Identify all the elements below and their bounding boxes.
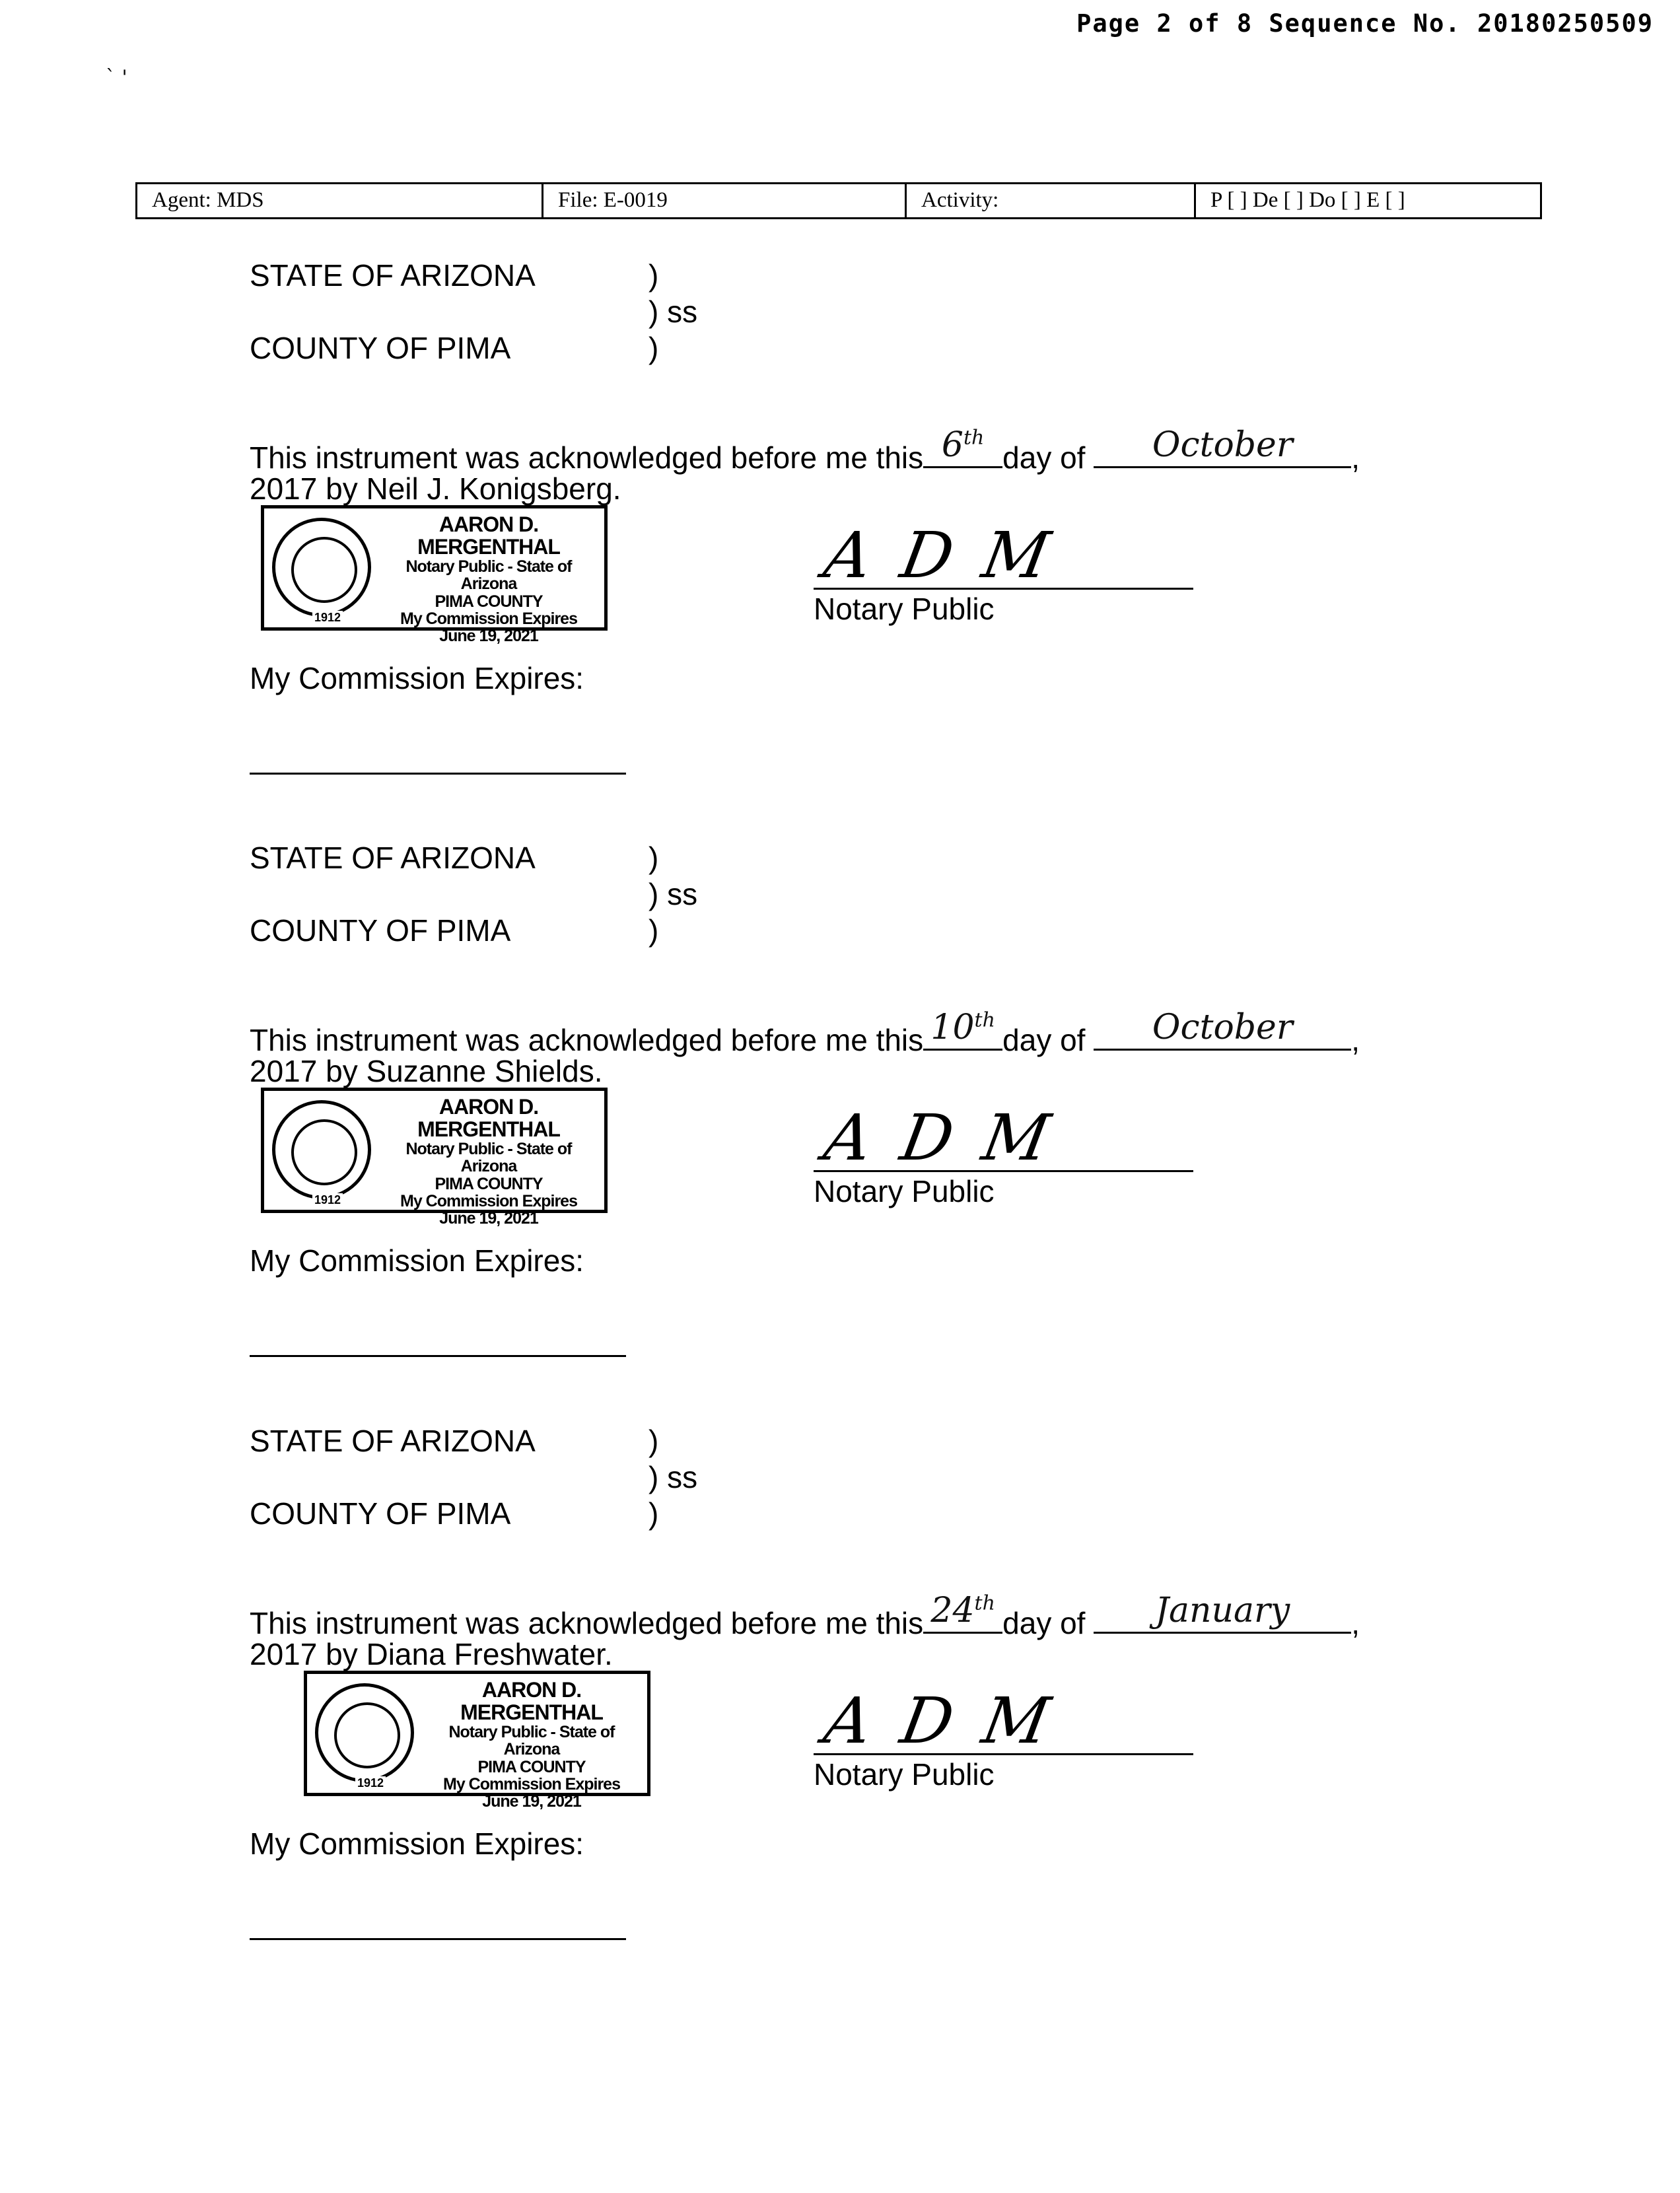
handwritten-day (923, 1008, 1002, 1047)
day-suffix: th (974, 1591, 995, 1615)
year-signer-line: 2017 by Diana Freshwater. (250, 1637, 613, 1671)
stamp-line: My Commission Expires (400, 609, 577, 628)
county-label: COUNTY OF PIMA (250, 1496, 511, 1531)
county-label: COUNTY OF PIMA (250, 913, 511, 948)
signature-line (814, 1170, 1193, 1172)
day-value: 10 (930, 1008, 975, 1047)
day-blank (923, 425, 1002, 468)
scan-marks: ` ' (106, 66, 127, 89)
notary-block (0, 1423, 1680, 2004)
stamp-line: June 19, 2021 (482, 1792, 581, 1811)
state-label: STATE OF ARIZONA (250, 841, 536, 875)
stamp-line: My Commission Expires (400, 1191, 577, 1210)
year-signer-line: 2017 by Neil J. Konigsberg. (250, 471, 621, 506)
handwritten-month: October (1152, 425, 1293, 465)
handwritten-signature: A D M (819, 518, 1061, 592)
state-seal-icon (272, 518, 371, 624)
handwritten-day (923, 1591, 1002, 1630)
comma: , (1351, 440, 1360, 475)
notary-public-label: Notary Public (814, 1757, 995, 1792)
signature-line (814, 1753, 1193, 1755)
expiration-line (250, 773, 626, 775)
expiration-line (250, 1355, 626, 1357)
seal-year: 1912 (312, 611, 343, 625)
day-suffix: th (963, 426, 985, 450)
stamp-line: My Commission Expires (443, 1774, 620, 1793)
acknowledgment-line (250, 425, 1360, 475)
seal-year: 1912 (312, 1193, 343, 1207)
notary-public-label: Notary Public (814, 1174, 995, 1208)
day-value: 24 (930, 1591, 975, 1630)
signature-line (814, 588, 1193, 590)
stamp-name: AARON D. MERGENTHAL (460, 1678, 603, 1724)
day-of-label: day of (1002, 1023, 1086, 1057)
stamp-name: AARON D. MERGENTHAL (417, 1095, 560, 1141)
state-seal-icon (315, 1683, 414, 1790)
month-blank (1094, 1591, 1351, 1634)
stamp-line: June 19, 2021 (439, 1209, 538, 1228)
day-of-label: day of (1002, 440, 1086, 475)
commission-expires-label: My Commission Expires: (250, 661, 584, 695)
state-label: STATE OF ARIZONA (250, 258, 536, 293)
ss-label: ) ss (648, 1460, 698, 1494)
county-label: COUNTY OF PIMA (250, 331, 511, 365)
day-blank (923, 1008, 1002, 1051)
codes-cell: P [ ] De [ ] Do [ ] E [ ] (1210, 188, 1405, 212)
stamp-line: Notary Public - State of Arizona (405, 557, 572, 594)
ss-label: ) ss (648, 295, 698, 329)
comma: , (1351, 1606, 1360, 1640)
agent-cell: Agent: MDS (137, 184, 543, 217)
day-blank (923, 1591, 1002, 1634)
stamp-text (376, 514, 601, 644)
handwritten-signature: A D M (819, 1684, 1061, 1758)
state-seal-icon (272, 1100, 371, 1206)
ack-prefix: This instrument was acknowledged before me this (250, 1023, 924, 1057)
ack-prefix: This instrument was acknowledged before me this (250, 440, 924, 475)
paren: ) (648, 1424, 659, 1458)
activity-cell: Activity: (907, 184, 1196, 217)
ack-prefix: This instrument was acknowledged before me this (250, 1606, 924, 1640)
state-label: STATE OF ARIZONA (250, 1424, 536, 1458)
day-of-label: day of (1002, 1606, 1086, 1640)
file-cell: File: E-0019 (543, 184, 907, 217)
comma: , (1351, 1023, 1360, 1057)
agent-table (135, 182, 1542, 219)
day-suffix: th (974, 1008, 995, 1032)
paren: ) (648, 331, 659, 365)
notary-stamp (261, 505, 608, 646)
notary-public-label: Notary Public (814, 592, 995, 626)
paren: ) (648, 258, 659, 293)
stamp-line: PIMA COUNTY (477, 1757, 586, 1776)
stamp-text (376, 1096, 601, 1227)
page-sequence-header: Page 2 of 8 Sequence No. 20180250509 (1076, 9, 1654, 38)
notary-stamp (261, 1088, 608, 1228)
stamp-line: Notary Public - State of Arizona (405, 1140, 572, 1176)
stamp-line: June 19, 2021 (439, 627, 538, 646)
handwritten-signature: A D M (819, 1101, 1061, 1175)
ss-label: ) ss (648, 877, 698, 911)
month-blank (1094, 425, 1351, 468)
stamp-text (419, 1679, 644, 1810)
stamp-line: PIMA COUNTY (435, 592, 543, 611)
seal-year: 1912 (355, 1776, 386, 1790)
handwritten-month: January (1155, 1591, 1290, 1630)
handwritten-day (923, 425, 1002, 465)
commission-expires-label: My Commission Expires: (250, 1827, 584, 1861)
stamp-name: AARON D. MERGENTHAL (417, 512, 560, 559)
paren: ) (648, 913, 659, 948)
notary-block (0, 840, 1680, 1421)
acknowledgment-line (250, 1591, 1360, 1641)
day-value: 6 (941, 425, 963, 465)
acknowledgment-line (250, 1008, 1360, 1058)
year-signer-line: 2017 by Suzanne Shields. (250, 1054, 603, 1088)
month-blank (1094, 1008, 1351, 1051)
stamp-line: PIMA COUNTY (435, 1174, 543, 1193)
paren: ) (648, 1496, 659, 1531)
notary-stamp (304, 1671, 650, 1811)
commission-expires-label: My Commission Expires: (250, 1243, 584, 1278)
handwritten-month: October (1152, 1008, 1293, 1047)
paren: ) (648, 841, 659, 875)
stamp-line: Notary Public - State of Arizona (448, 1723, 615, 1759)
expiration-line (250, 1938, 626, 1940)
notary-block (0, 258, 1680, 839)
